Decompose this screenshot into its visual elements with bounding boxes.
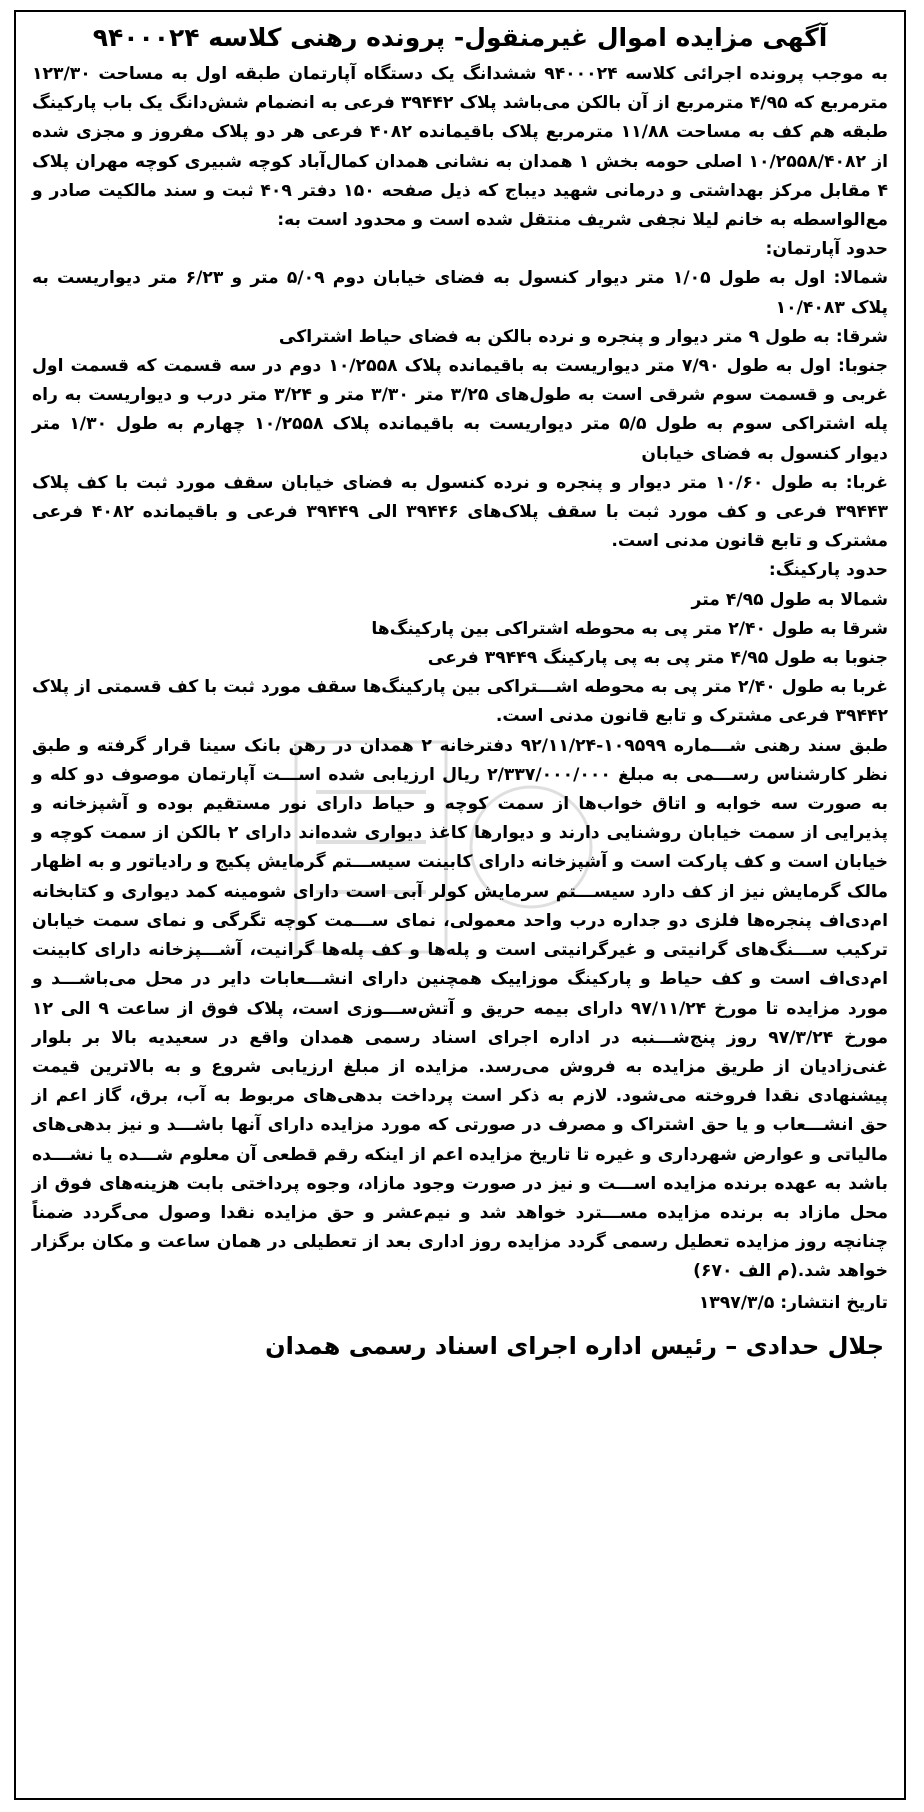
parking-east-bound: شرقا به طول ۲/۴۰ متر پی به محوطه اشتراکی بین پارکینگ‌ها [371,618,888,639]
signature: جلال حدادی – رئیس اداره اجرای اسناد رسمی همدان [265,1331,884,1360]
apartment-north-bound: شمالا: اول به طول ۱/۰۵ متر دیوار کنسول به فضای خیابان دوم ۵/۰۹ متر و ۶/۲۳ متر دیواریست به پلاک ۱۰/۴۰۸۳ [32,268,888,318]
apartment-east-bound: شرقا: به طول ۹ متر دیوار و پنجره و نرده بالکن به فضای حیاط اشتراکی [278,326,888,347]
apartment-west-bound: غربا: به طول ۱۰/۶۰ متر دیوار و پنجره و نرده کنسول به فضای خیابان سقف مورد ثبت با کف پلاک ۳۹۴۴۳ فرعی و کف مورد ثبت با سقف پلاک‌های ۳۹۴۴۶ الی ۳۹۴۴۹ فرعی و باقیمانده ۴۰۸۲ فرعی مشترک و تابع قانون مدنی است. [32,472,889,552]
apartment-south-bound: جنوبا: اول به طول ۷/۹۰ متر دیواریست به باقیمانده پلاک ۱۰/۲۵۵۸ دوم در سه قسمت که قسمت اول غربی و قسمت سوم شرقی است به طول‌های ۳/۲۵ متر ۳/۳۰ متر و ۳/۲۴ متر درب و دیواریست به راه پله اشتراکی سوم به طول ۵/۵ متر دیواریست به باقیمانده پلاک ۱۰/۲۵۵۸ چهارم به طول ۱/۳۰ متر دیوار کنسول به فضای خیابان [32,356,889,464]
parking-south-bound: جنوبا به طول ۴/۹۵ متر پی به پی پارکینگ ۳۹۴۴۹ فرعی [427,648,888,669]
parking-bounds-heading: حدود پارکینگ: [768,560,888,581]
apartment-bounds-heading: حدود آپارتمان: [765,239,888,260]
parking-north-bound: شمالا به طول ۴/۹۵ متر [691,589,888,610]
parking-west-bound: غربا به طول ۲/۴۰ متر پی به محوطه اشـــتراکی بین پارکینگ‌ها سقف مورد ثبت با کف قسمتی از پلاک ۳۹۴۴۲ فرعی مشترک و تابع قانون مدنی است. [32,677,888,727]
auction-details-paragraph: طبق سند رهنی شـــماره ۱۰۹۵۹۹-۹۲/۱۱/۲۴ دفترخانه ۲ همدان در رهن بانک سینا قرار گرفته و طبق نظر کارشناس رســـمی به مبلغ ۲/۳۳۷/۰۰۰/۰۰۰ ریال ارزیابی شده اســـت آپارتمان موصوف دو کله و به صورت سه خوابه و اتاق خواب‌ها از سمت کوچه و حیاط دارای نور مستقیم بوده و آشپزخانه و پذیرایی از سمت خیابان روشنایی دارند و دیوارها کاغذ دیواری شده‌اند دارای ۲ بالکن از سمت کوچه و خیابان است و کف پارکت است و آشپزخانه دارای کابینت سیســـتم گرمایش پکیج و رادیاتور و به اظهار مالک گرمایش نیز از کف دارد سیســـتم سرمایش کولر آبی است دارای شومینه کمد دیواری و کتابخانه ام‌دی‌اف پنجره‌ها فلزی دو جداره درب واحد معمولی، نمای ســـمت کوچه تگرگی و نمای سمت خیابان ترکیب ســـنگ‌های گرانیتی و غیرگرانیتی است و پله‌ها و کف پله‌ها گرانیت، آشـــپزخانه دارای کابینت ام‌دی‌اف است و کف حیاط و پارکینگ موزاییک همچنین دارای انشـــعابات دایر در محل می‌باشـــد و مورد مزایده تا مورخ ۹۷/۱۱/۲۴ دارای بیمه حریق و آتش‌ســـوزی است، پلاک فوق از ساعت ۹ الی ۱۲ مورخ ۹۷/۳/۲۴ روز پنج‌شـــنبه در اداره اجرای اسناد رسمی همدان واقع در سعیدیه بالا بر بلوار غنی‌زادیان از طریق مزایده به فروش می‌رسد. مزایده از مبلغ ارزیابی شروع و به بالاترین قیمت پیشنهادی نقدا فروخته می‌شود. لازم به ذکر است پرداخت بدهی‌های مربوط به آب، برق، گاز اعم از حق انشـــعاب و یا حق اشتراک و مصرف در صورتی که مورد مزایده دارای آنها باشـــد و نیز بدهی‌های مالیاتی و عوارض شهرداری و غیره تا تاریخ مزایده اعم از اینکه رقم قطعی آن معلوم شـــده یا نشـــده باشد به عهده برنده مزایده اســـت و نیز در صورت وجود مازاد، وجوه پرداختی بابت هزینه‌های فوق از محل مازاد به برنده مزایده مســـترد خواهد شد و نیم‌عشر و حق مزایده نقدا وصول می‌گردد ضمناً چنانچه روز مزایده تعطیل رسمی گردد مزایده روز اداری بعد از تعطیلی در همان ساعت و مکان برگزار خواهد شد.(م الف ۶۷۰) [32,735,888,1282]
intro-paragraph: به موجب پرونده اجرائی کلاسه ۹۴۰۰۰۲۴ ششدانگ یک دستگاه آپارتمان طبقه اول به مساحت ۱۲۳/۳۰ مترمربع که ۴/۹۵ مترمربع از آن بالکن می‌باشد پلاک ۳۹۴۴۲ فرعی به انضمام شش‌دانگ یک باب پارکینگ طبقه هم کف به مساحت ۱۱/۸۸ مترمربع پلاک باقیمانده ۴۰۸۲ فرعی هر دو پلاک مفروز و مجزی شده از ۱۰/۲۵۵۸/۴۰۸۲ اصلی حومه بخش ۱ همدان به نشانی همدان کمال‌آباد کوچه شبیری کوچه مهران پلاک ۴ مقابل مرکز بهداشتی و درمانی شهید دیباج که ذیل صفحه ۱۵۰ دفتر ۴۰۹ ثبت و سند مالکیت صادر و مع‌الواسطه به خانم لیلا نجفی شریف منتقل شده است و محدود است به: [32,64,889,231]
publish-date: تاریخ انتشار: ۱۳۹۷/۳/۵ [698,1292,888,1313]
auction-notice [14,10,906,1800]
notice-title: آگهی مزایده اموال غیرمنقول- پرونده رهنی کلاسه ۹۴۰۰۰۲۴ [92,23,828,52]
